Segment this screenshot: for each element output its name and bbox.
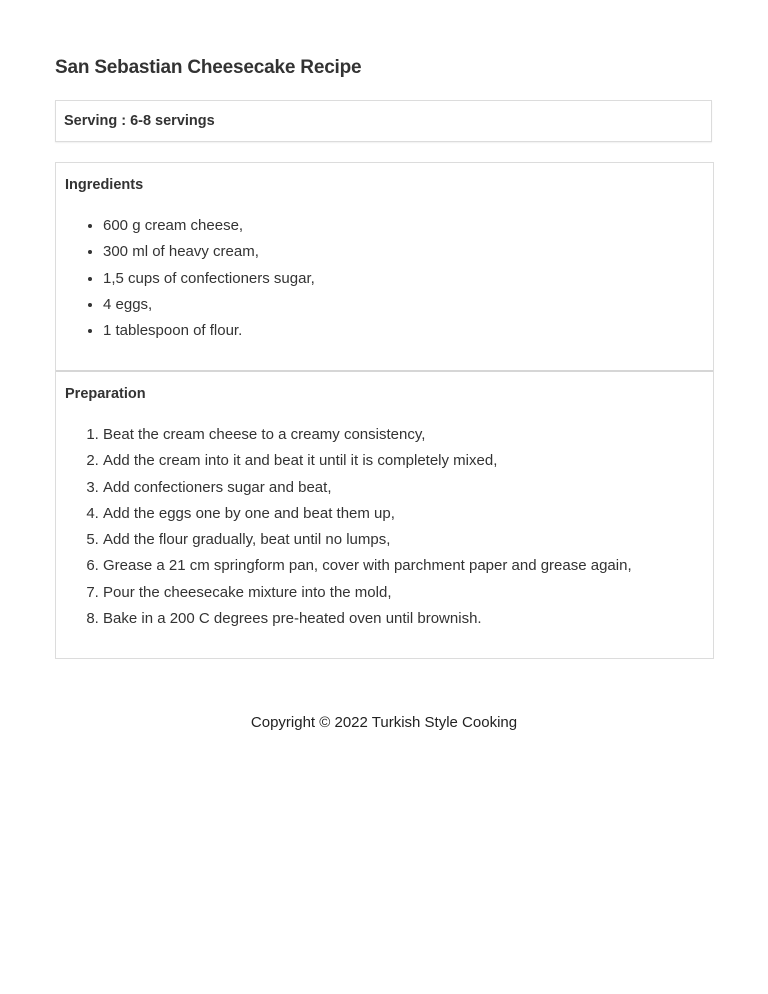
preparation-section [56,372,713,658]
preparation-step: 8. Bake in a 200 C degrees pre-heated oven until brownish. [103,606,632,632]
preparation-step: 4. Add the eggs one by one and beat them up, [103,501,632,527]
ingredients-section [56,163,713,372]
ingredients-list [56,213,315,344]
preparation-step: 6. Grease a 21 cm springform pan, cover with parchment paper and grease again, [103,553,632,579]
ingredient-item: • 1 tablespoon of flour. [103,318,315,344]
ingredients-heading: Ingredients [65,177,144,193]
preparation-step: 1. Beat the cream cheese to a creamy consistency, [103,422,632,448]
preparation-step: 5. Add the flour gradually, beat until no lumps, [103,527,632,553]
preparation-steps [56,422,632,632]
preparation-heading: Preparation [65,386,146,402]
ingredient-item: • 4 eggs, [103,292,315,318]
recipe-box [55,162,714,659]
ingredient-item: • 1,5 cups of confectioners sugar, [103,266,315,292]
page-title: San Sebastian Cheesecake Recipe [55,57,362,78]
preparation-step: 7. Pour the cheesecake mixture into the mold, [103,580,632,606]
serving-text: Serving : 6-8 servings [64,113,215,129]
ingredient-item: • 300 ml of heavy cream, [103,239,315,265]
ingredient-item: • 600 g cream cheese, [103,213,315,239]
copyright-footer: Copyright © 2022 Turkish Style Cooking [250,714,518,731]
preparation-step: 3. Add confectioners sugar and beat, [103,475,632,501]
serving-box [55,100,712,142]
preparation-step: 2. Add the cream into it and beat it until it is completely mixed, [103,448,632,474]
